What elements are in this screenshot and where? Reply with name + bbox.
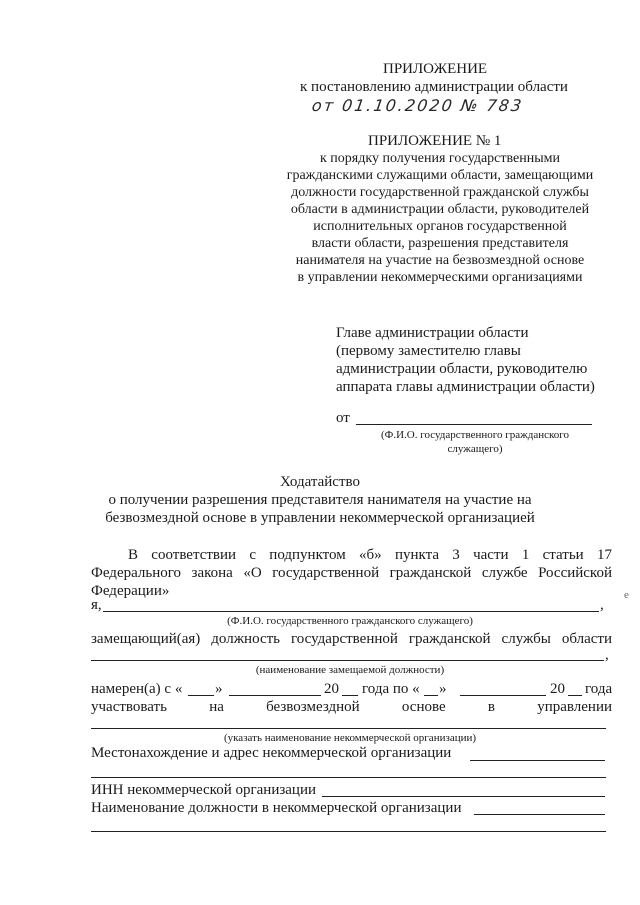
body-paragraph: В соответствии с подпунктом «б» пункта 3 части 1 статьи 17: [128, 547, 612, 563]
participate-line: [91, 698, 612, 716]
addressee-line: аппарата главы администрации области): [336, 379, 595, 395]
role-label: Наименование должности в некоммерческой организации: [91, 800, 462, 816]
role-field[interactable]: [474, 814, 605, 815]
appendix1-title: ПРИЛОЖЕНИЕ № 1: [368, 133, 502, 149]
i-end: ,: [600, 597, 604, 613]
body-paragraph: Федерации»: [91, 583, 170, 599]
position-line: замещающий(ая) должность государственной гражданской службы области: [91, 631, 612, 647]
participate-word: безвозмездной: [266, 699, 360, 715]
org-name-hint: (указать наименование некоммерческой организации): [223, 732, 477, 744]
margin-mark: e: [624, 589, 629, 601]
end-month-field[interactable]: [460, 695, 546, 696]
addressee-line: администрации области, руководителю: [336, 361, 588, 377]
addressee-line: Главе администрации области: [336, 325, 529, 341]
end-year-field[interactable]: [568, 695, 582, 696]
intend-from-label: намерен(а) с «: [91, 681, 183, 697]
petition-subtitle: о получении разрешения представителя нанимателя на участие на: [108, 492, 532, 508]
position-end: ,: [605, 647, 609, 663]
appendix1-line: власти области, разрешения представителя: [311, 236, 569, 251]
year-prefix: 20: [324, 681, 339, 697]
start-year-field[interactable]: [342, 695, 358, 696]
appendix1-line: области в администрации области, руководителей: [290, 202, 590, 217]
location-field[interactable]: [470, 760, 605, 761]
participate-word: в: [487, 699, 495, 715]
inn-field[interactable]: [322, 796, 605, 797]
year-prefix: 20: [550, 681, 565, 697]
quote-close: »: [439, 681, 447, 697]
addressee-line: (первому заместителю главы: [336, 343, 521, 359]
appendix1-line: к порядку получения государственными: [320, 151, 560, 166]
appendix1-line: должности государственной гражданской службы: [291, 185, 589, 200]
end-day-field[interactable]: [424, 695, 438, 696]
quote-close: »: [215, 681, 223, 697]
location-field-continued[interactable]: [91, 777, 606, 778]
appendix1-line: гражданскими служащими области, замещающими: [286, 168, 594, 183]
role-field-continued[interactable]: [91, 831, 606, 832]
start-day-field[interactable]: [188, 695, 214, 696]
inn-label: ИНН некоммерческой организации: [91, 782, 317, 798]
location-label: Местонахождение и адрес некоммерческой организации: [91, 745, 452, 761]
intend-to-label: года по «: [362, 681, 420, 697]
from-name-field[interactable]: [356, 424, 592, 425]
from-label: от: [336, 410, 350, 426]
position-hint: (наименование замещаемой должности): [255, 664, 445, 676]
participate-word: участвовать: [91, 699, 167, 715]
i-label: я,: [91, 597, 102, 613]
year-suffix: года: [585, 681, 613, 697]
appendix1-line: в управлении некоммерческими организациями: [297, 270, 583, 285]
employee-name-hint: (Ф.И.О. государственного гражданского служащего): [227, 615, 473, 627]
participate-word: основе: [401, 699, 446, 715]
org-name-field[interactable]: [91, 728, 606, 729]
position-field[interactable]: [91, 660, 604, 661]
appendix-title: ПРИЛОЖЕНИЕ: [383, 61, 488, 77]
participate-word: управлении: [537, 699, 612, 715]
from-hint: (Ф.И.О. государственного гражданского: [380, 429, 569, 441]
body-paragraph: Федерального закона «О государственной гражданской службе Российской: [91, 565, 612, 581]
petition-title: Ходатайство: [280, 474, 360, 490]
appendix1-line: исполнительных органов государственной: [313, 219, 567, 234]
handwritten-date: от 01.10.2020 № 783: [310, 96, 525, 115]
appendix1-line: нанимателя на участие на безвозмездной основе: [295, 253, 585, 268]
petition-subtitle: безвозмездной основе в управлении некоммерческой организацией: [105, 510, 535, 526]
start-month-field[interactable]: [229, 695, 321, 696]
employee-name-field[interactable]: [103, 611, 599, 612]
appendix-to: к постановлению администрации области: [300, 79, 568, 95]
participate-word: на: [209, 699, 224, 715]
from-hint: служащего): [447, 443, 503, 455]
